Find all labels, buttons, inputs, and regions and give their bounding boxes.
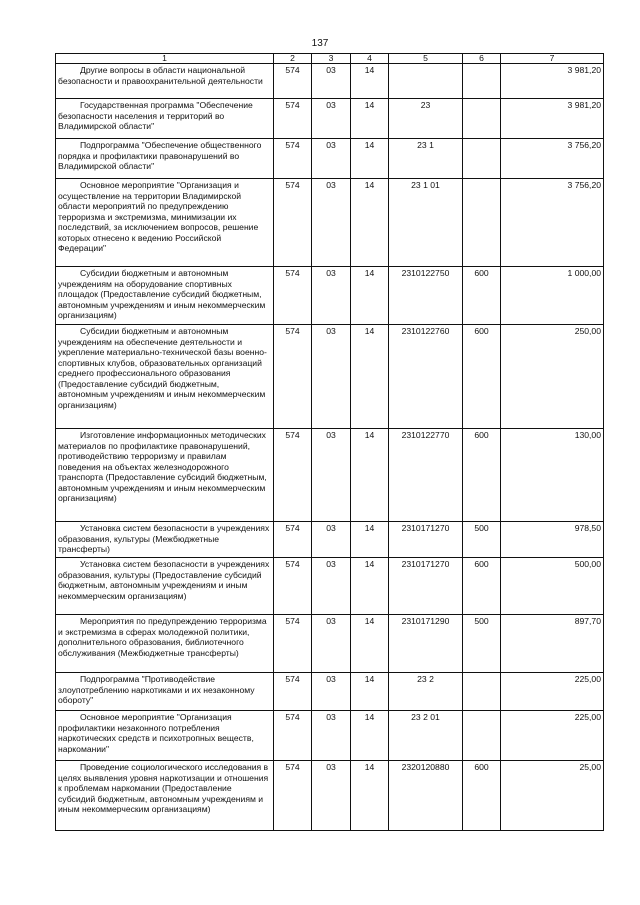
- table-row: [56, 522, 604, 558]
- row-amount: 500,00: [501, 558, 604, 615]
- row-expense-type-code: [463, 179, 501, 267]
- row-expense-type-code: 500: [463, 522, 501, 558]
- row-target-article-code: 2310122750: [389, 267, 463, 325]
- row-subsection-code: 14: [351, 711, 389, 761]
- row-amount: 3 981,20: [501, 64, 604, 99]
- row-amount: 250,00: [501, 325, 604, 429]
- row-section-code: 03: [312, 267, 351, 325]
- row-subsection-code: 14: [351, 522, 389, 558]
- row-section-code: 03: [312, 64, 351, 99]
- row-target-article-code: 23 1: [389, 139, 463, 179]
- row-subsection-code: 14: [351, 615, 389, 673]
- row-expense-type-code: 600: [463, 429, 501, 522]
- row-department-code: 574: [274, 673, 312, 711]
- row-target-article-code: 2310122770: [389, 429, 463, 522]
- row-department-code: 574: [274, 99, 312, 139]
- row-target-article-code: 23 2 01: [389, 711, 463, 761]
- table-row: [56, 64, 604, 99]
- row-target-article-code: 23: [389, 99, 463, 139]
- row-target-article-code: 23 1 01: [389, 179, 463, 267]
- table-row: [56, 429, 604, 522]
- row-subsection-code: 14: [351, 99, 389, 139]
- row-amount: 3 756,20: [501, 139, 604, 179]
- row-amount: 225,00: [501, 711, 604, 761]
- row-section-code: 03: [312, 711, 351, 761]
- row-section-code: 03: [312, 139, 351, 179]
- page-number: 137: [311, 38, 329, 49]
- row-target-article-code: 2310122760: [389, 325, 463, 429]
- row-description: Мероприятия по предупреждению терроризма и экстремизма в сферах молодежной политики, дополнительного образования, библиотечного обслуживания (Межбюджетные трансферты): [56, 615, 274, 673]
- row-expense-type-code: [463, 139, 501, 179]
- row-subsection-code: 14: [351, 267, 389, 325]
- row-section-code: 03: [312, 325, 351, 429]
- column-header: 6: [463, 54, 501, 64]
- row-section-code: 03: [312, 615, 351, 673]
- table-row: [56, 761, 604, 831]
- row-description: Изготовление информационных методических материалов по профилактике правонарушений, противодействию терроризму и правилам поведения на объектах железнодорожного транспорта (Предоставление субсидий бюджетным, автономным учреждениям и иным некоммерческим организациям): [56, 429, 274, 522]
- row-target-article-code: 2310171270: [389, 522, 463, 558]
- column-header: 4: [351, 54, 389, 64]
- row-description: Установка систем безопасности в учреждениях образования, культуры (Межбюджетные трансферты): [56, 522, 274, 558]
- row-section-code: 03: [312, 522, 351, 558]
- row-amount: 3 981,20: [501, 99, 604, 139]
- row-expense-type-code: 600: [463, 325, 501, 429]
- column-header: 3: [312, 54, 351, 64]
- row-department-code: 574: [274, 711, 312, 761]
- row-department-code: 574: [274, 267, 312, 325]
- column-header: 1: [56, 54, 274, 64]
- row-subsection-code: 14: [351, 429, 389, 522]
- table-row: [56, 139, 604, 179]
- budget-table: [55, 53, 604, 831]
- row-subsection-code: 14: [351, 558, 389, 615]
- row-department-code: 574: [274, 429, 312, 522]
- row-description: Другие вопросы в области национальной безопасности и правоохранительной деятельности: [56, 64, 274, 99]
- row-expense-type-code: [463, 99, 501, 139]
- column-header: 5: [389, 54, 463, 64]
- row-amount: 225,00: [501, 673, 604, 711]
- column-header: 7: [501, 54, 604, 64]
- row-department-code: 574: [274, 64, 312, 99]
- table-row: [56, 179, 604, 267]
- row-expense-type-code: [463, 711, 501, 761]
- row-subsection-code: 14: [351, 673, 389, 711]
- row-amount: 1 000,00: [501, 267, 604, 325]
- row-section-code: 03: [312, 99, 351, 139]
- row-section-code: 03: [312, 179, 351, 267]
- row-department-code: 574: [274, 325, 312, 429]
- row-department-code: 574: [274, 179, 312, 267]
- row-section-code: 03: [312, 429, 351, 522]
- row-expense-type-code: 600: [463, 761, 501, 831]
- row-expense-type-code: 600: [463, 558, 501, 615]
- row-subsection-code: 14: [351, 325, 389, 429]
- column-header: 2: [274, 54, 312, 64]
- row-section-code: 03: [312, 673, 351, 711]
- row-expense-type-code: [463, 64, 501, 99]
- row-amount: 3 756,20: [501, 179, 604, 267]
- table-row: [56, 99, 604, 139]
- table-row: [56, 325, 604, 429]
- row-subsection-code: 14: [351, 179, 389, 267]
- row-target-article-code: [389, 64, 463, 99]
- row-expense-type-code: 600: [463, 267, 501, 325]
- row-description: Подпрограмма "Противодействие злоупотреблению наркотиками и их незаконному обороту": [56, 673, 274, 711]
- table-row: [56, 558, 604, 615]
- table-row: [56, 673, 604, 711]
- row-department-code: 574: [274, 615, 312, 673]
- row-subsection-code: 14: [351, 761, 389, 831]
- row-department-code: 574: [274, 761, 312, 831]
- row-section-code: 03: [312, 558, 351, 615]
- table-row: [56, 267, 604, 325]
- row-expense-type-code: [463, 673, 501, 711]
- row-subsection-code: 14: [351, 64, 389, 99]
- row-description: Государственная программа "Обеспечение безопасности населения и территорий во Владимирской области": [56, 99, 274, 139]
- row-amount: 130,00: [501, 429, 604, 522]
- table-row: [56, 711, 604, 761]
- row-section-code: 03: [312, 761, 351, 831]
- row-department-code: 574: [274, 558, 312, 615]
- row-department-code: 574: [274, 139, 312, 179]
- row-department-code: 574: [274, 522, 312, 558]
- row-description: Основное мероприятие "Организация и осуществление на территории Владимирской области мероприятий по предупреждению терроризма и экстремизма, минимизации их последствий, за исключением вопросов, решение которых отнесено к ведению Российской Федерации": [56, 179, 274, 267]
- row-description: Субсидии бюджетным и автономным учреждениям на обеспечение деятельности и укрепление материально-технической базы военно-спортивных клубов, образовательных организаций среднего профессионального образования (Предоставление субсидий бюджетным, автономным учреждениям и иным некоммерческим организациям): [56, 325, 274, 429]
- row-target-article-code: 23 2: [389, 673, 463, 711]
- row-subsection-code: 14: [351, 139, 389, 179]
- row-amount: 897,70: [501, 615, 604, 673]
- row-expense-type-code: 500: [463, 615, 501, 673]
- row-description: Установка систем безопасности в учреждениях образования, культуры (Предоставление субсидий бюджетным, автономным учреждениям и иным некоммерческим организациям): [56, 558, 274, 615]
- column-number-row: [56, 54, 604, 64]
- row-description: Проведение социологического исследования в целях выявления уровня наркотизации и отношения к проблемам наркомании (Предоставление субсидий бюджетным, автономным учреждениям и иным некоммерческим организациям): [56, 761, 274, 831]
- row-target-article-code: 2320120880: [389, 761, 463, 831]
- row-description: Подпрограмма "Обеспечение общественного порядка и профилактики правонарушений во Владимирской области": [56, 139, 274, 179]
- row-amount: 978,50: [501, 522, 604, 558]
- row-description: Субсидии бюджетным и автономным учреждениям на оборудование спортивных площадок (Предоставление субсидий бюджетным, автономным учреждениям и иным некоммерческим организациям): [56, 267, 274, 325]
- table-row: [56, 615, 604, 673]
- row-target-article-code: 2310171290: [389, 615, 463, 673]
- row-amount: 25,00: [501, 761, 604, 831]
- row-description: Основное мероприятие "Организация профилактики незаконного потребления наркотических средств и психотропных веществ, наркомании": [56, 711, 274, 761]
- row-target-article-code: 2310171270: [389, 558, 463, 615]
